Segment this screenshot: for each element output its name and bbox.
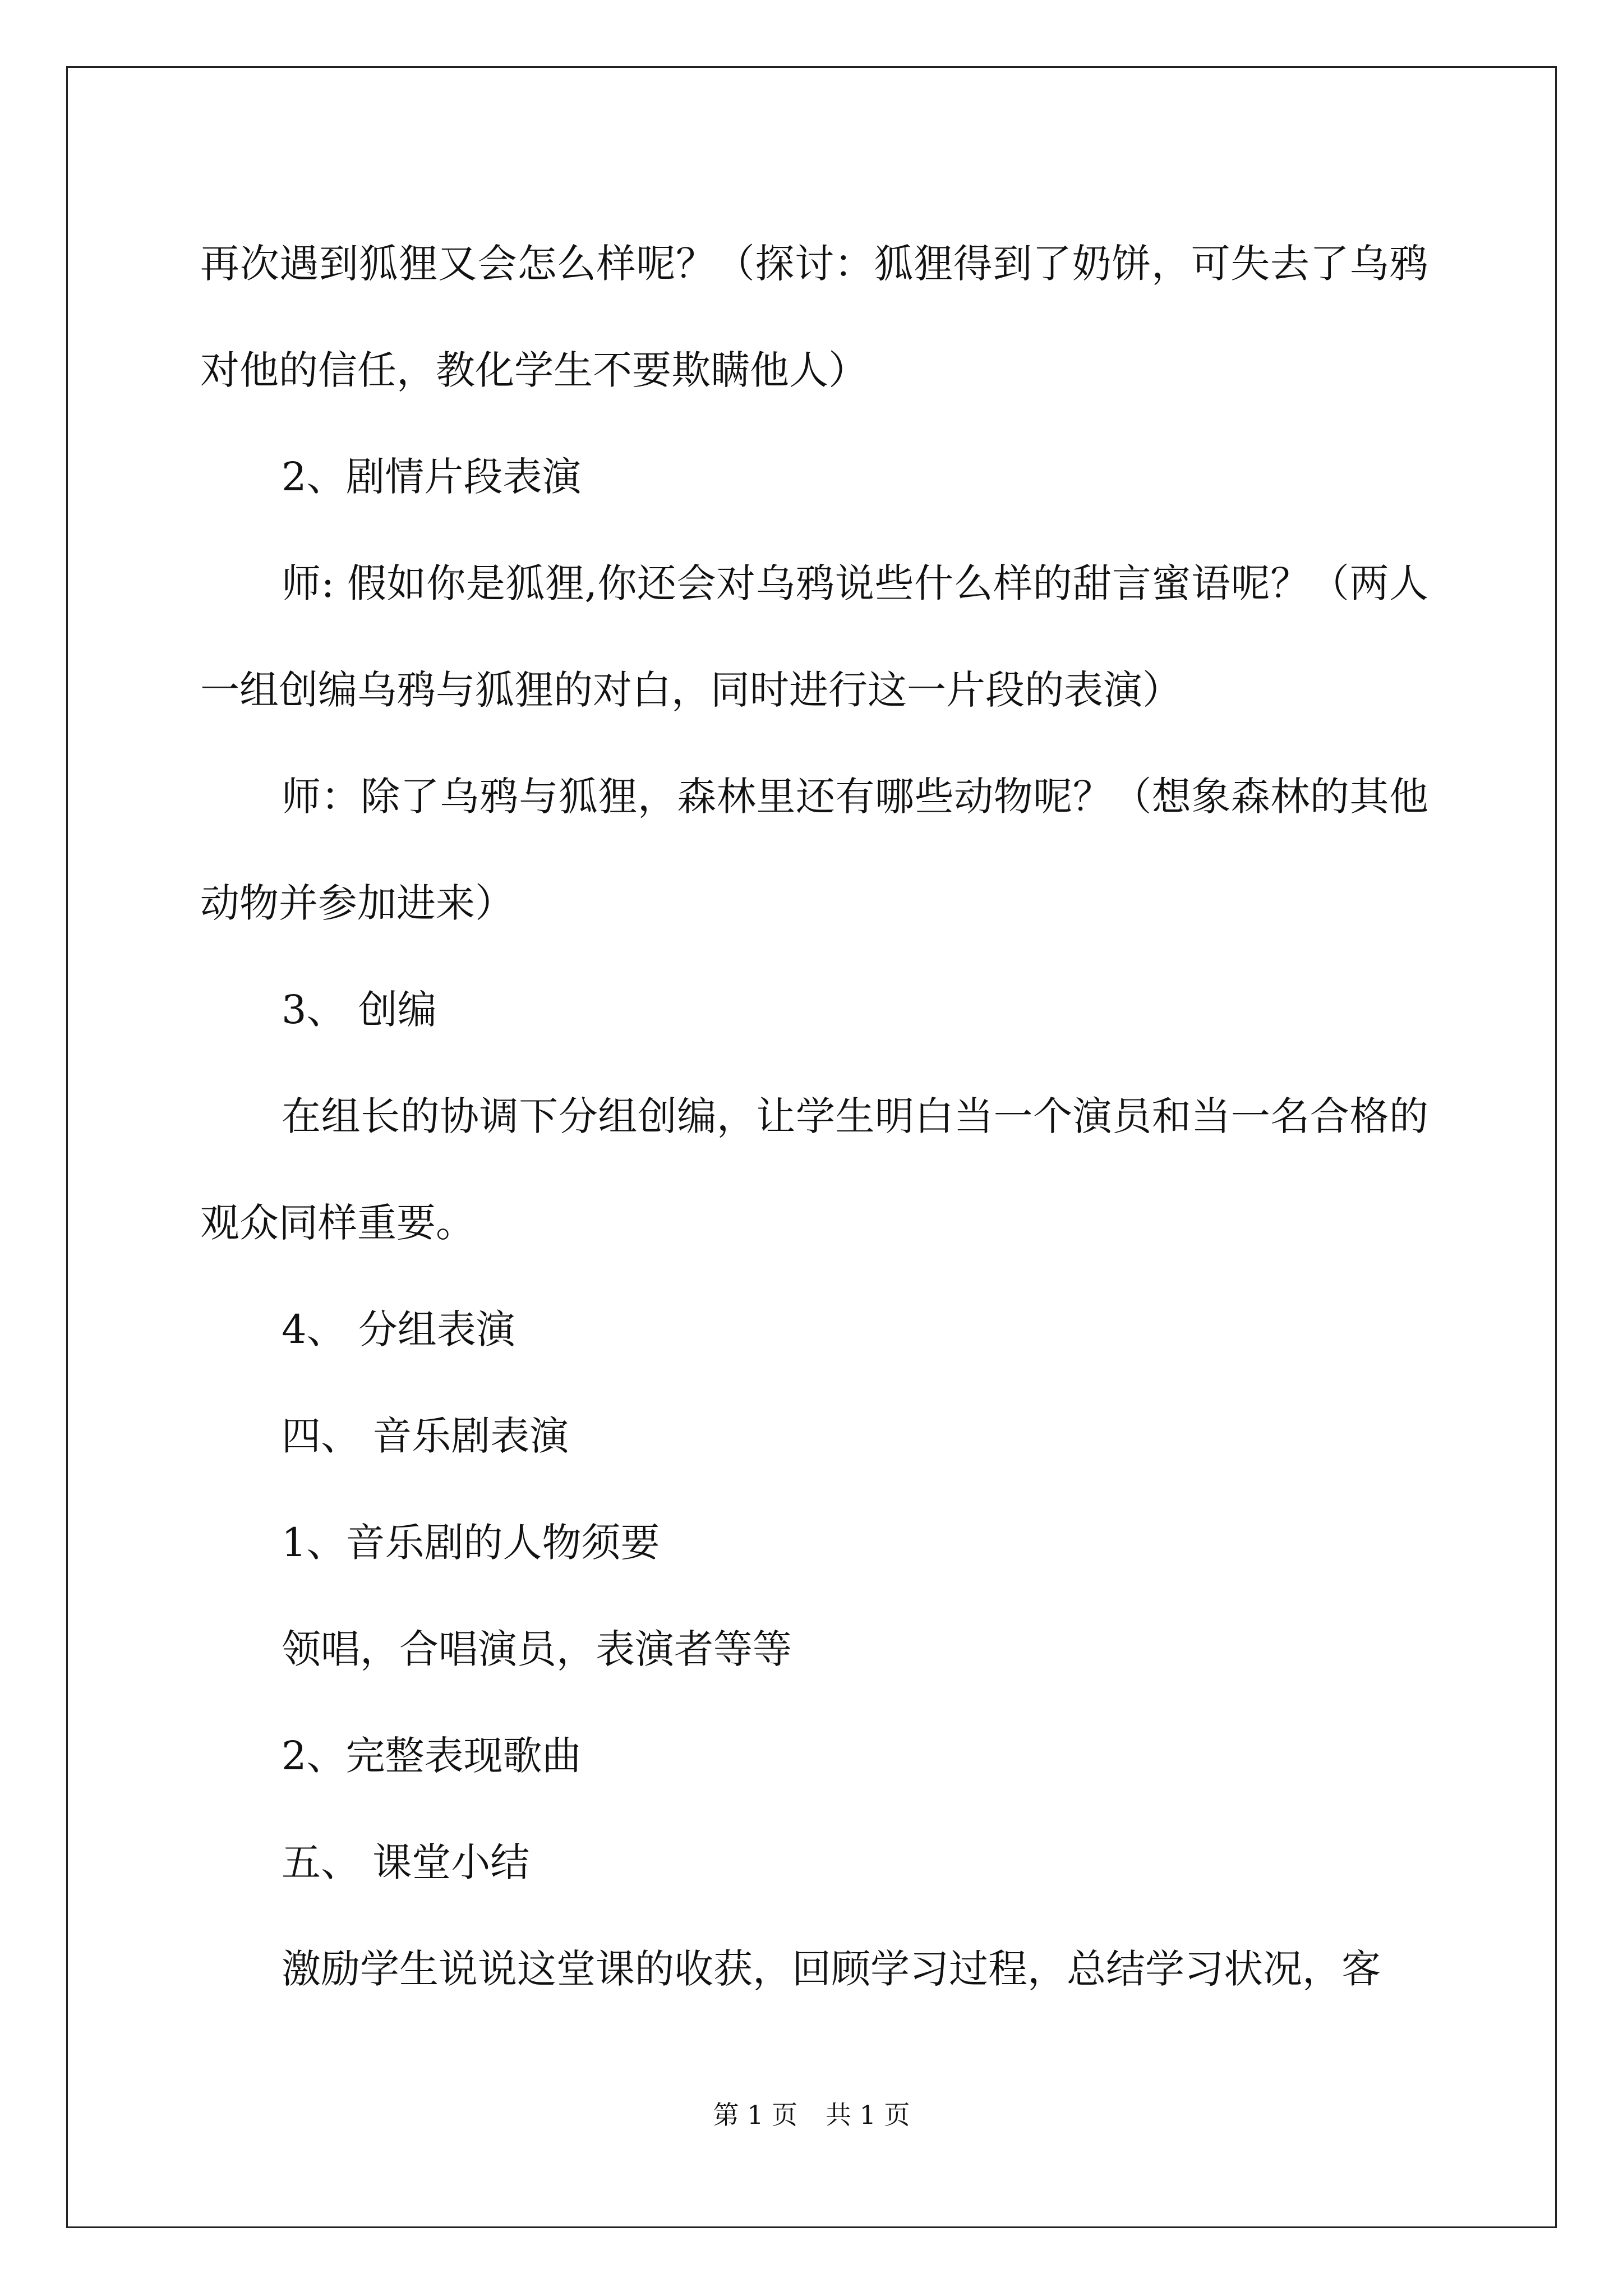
paragraph: 五、 课堂小结 [282,1839,530,1885]
paragraph: 1、音乐剧的人物须要 [282,1520,660,1566]
paragraph: 2、剧情片段表演 [282,454,582,500]
document-body [200,210,1428,2022]
paragraph: 4、 分组表演 [282,1306,515,1352]
paragraph: 激励学生说说这堂课的收获，回顾学习过程，总结学习状况，客 [282,1946,1381,1992]
page-number-total: 共 1 页 [826,2100,910,2130]
paragraph: 3、 创编 [282,987,437,1033]
paragraph: 四、 音乐剧表演 [282,1413,569,1459]
page-number-current: 第 1 页 [713,2100,797,2130]
paragraph: 领唱，合唱演员，表演者等等 [282,1626,792,1672]
page-footer [0,2098,1623,2132]
paragraph: 师：除了乌鸦与狐狸，森林里还有哪些动物呢？（想象森林的其他动物并参加进来） [200,774,1428,926]
paragraph: 在组长的协调下分组创编，让学生明白当一个演员和当一名合格的观众同样重要。 [200,1093,1428,1246]
paragraph: 再次遇到狐狸又会怎么样呢？（探讨：狐狸得到了奶饼，可失去了乌鸦对他的信任，教化学生不要欺瞒他人） [200,241,1428,393]
paragraph: 师: 假如你是狐狸,你还会对乌鸦说些什么样的甜言蜜语呢？（两人一组创编乌鸦与狐狸的对白，同时进行这一片段的表演） [200,560,1428,713]
paragraph: 2、完整表现歌曲 [282,1733,582,1779]
